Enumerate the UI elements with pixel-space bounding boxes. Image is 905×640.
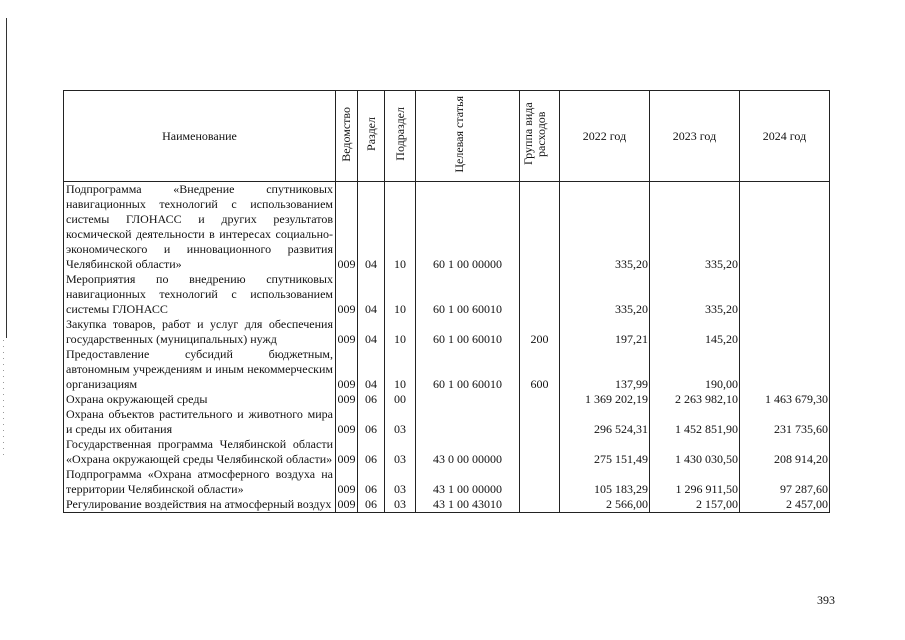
header-vedomstvo [336, 91, 358, 182]
cell-razdel: 06 [358, 392, 385, 407]
cell-celevaya: 43 0 00 00000 [416, 437, 520, 467]
header-name: Наименование [64, 91, 336, 182]
table-row [64, 407, 830, 437]
cell-name: Подпрограмма «Внедрение спутниковых навигационных технологий с использованием системы ГЛОНАСС и других результатов космической деятельности в интересах социально-экономического и инновационного развития Челябинской области» [64, 182, 336, 273]
cell-2023: 335,20 [650, 272, 740, 317]
cell-name: Предоставление субсидий бюджетным, автономным учреждениям и иным некоммерческим организациям [64, 347, 336, 392]
cell-2024 [740, 317, 830, 347]
cell-2023: 335,20 [650, 182, 740, 273]
cell-vedomstvo: 009 [336, 407, 358, 437]
cell-2024: 1 463 679,30 [740, 392, 830, 407]
cell-razdel: 06 [358, 467, 385, 497]
cell-2023: 1 452 851,90 [650, 407, 740, 437]
cell-2024: 208 914,20 [740, 437, 830, 467]
cell-2023: 1 430 030,50 [650, 437, 740, 467]
scan-edge-line [6, 18, 7, 338]
cell-podrazdel: 03 [385, 437, 416, 467]
table-row [64, 182, 830, 273]
cell-name: Подпрограмма «Охрана атмосферного воздуха на территории Челябинской области» [64, 467, 336, 497]
header-gruppa [520, 91, 560, 182]
cell-name: Охрана окружающей среды [64, 392, 336, 407]
cell-podrazdel: 03 [385, 497, 416, 513]
table-row [64, 272, 830, 317]
cell-2022: 197,21 [560, 317, 650, 347]
cell-podrazdel: 10 [385, 347, 416, 392]
cell-2024: 97 287,60 [740, 467, 830, 497]
cell-podrazdel: 10 [385, 182, 416, 273]
cell-2022: 137,99 [560, 347, 650, 392]
cell-razdel: 04 [358, 272, 385, 317]
cell-celevaya: 43 1 00 00000 [416, 467, 520, 497]
cell-2022: 335,20 [560, 182, 650, 273]
cell-gruppa [520, 497, 560, 513]
cell-celevaya: 60 1 00 60010 [416, 347, 520, 392]
cell-podrazdel: 10 [385, 272, 416, 317]
cell-razdel: 04 [358, 182, 385, 273]
cell-vedomstvo: 009 [337, 497, 356, 511]
cell-gruppa [520, 467, 560, 497]
header-razdel [358, 91, 385, 182]
cell-razdel: 06 [358, 407, 385, 437]
cell-celevaya [416, 392, 520, 407]
table-row [64, 347, 830, 392]
cell-razdel: 04 [358, 317, 385, 347]
cell-2022: 105 183,29 [560, 467, 650, 497]
header-2024: 2024 год [740, 91, 830, 182]
header-podrazdel-label: Подраздел [392, 107, 407, 161]
header-vedomstvo-label: Ведомство [339, 106, 353, 162]
cell-2024: 231 735,60 [740, 407, 830, 437]
cell-celevaya: 60 1 00 60010 [416, 272, 520, 317]
cell-2024 [740, 347, 830, 392]
cell-gruppa [520, 392, 560, 407]
cell-podrazdel: 00 [385, 392, 416, 407]
cell-name: Регулирование воздействия на атмосферный воздух [64, 497, 336, 513]
header-celevaya-label: Целевая статья [451, 95, 466, 173]
cell-2023: 1 296 911,50 [650, 467, 740, 497]
cell-2023: 145,20 [650, 317, 740, 347]
cell-2023: 190,00 [650, 347, 740, 392]
cell-vedomstvo: 009 [336, 347, 358, 392]
cell-celevaya: 60 1 00 00000 [416, 182, 520, 273]
table-row [64, 497, 830, 513]
cell-name: Мероприятия по внедрению спутниковых навигационных технологий с использованием системы ГЛОНАСС [64, 272, 336, 317]
cell-razdel: 06 [358, 497, 385, 513]
cell-podrazdel: 10 [385, 317, 416, 347]
cell-2024 [740, 272, 830, 317]
cell-2022: 275 151,49 [560, 437, 650, 467]
table-body [64, 182, 830, 513]
table-row [64, 392, 830, 407]
cell-name: Закупка товаров, работ и услуг для обеспечения государственных (муниципальных) нужд [64, 317, 336, 347]
page-number: 393 [817, 593, 835, 607]
cell-vedomstvo: 009 [336, 182, 358, 273]
cell-celevaya [416, 407, 520, 437]
table-row [64, 437, 830, 467]
header-razdel-label: Раздел [363, 117, 378, 151]
cell-gruppa [520, 182, 560, 273]
cell-vedomstvo: 009 [336, 272, 358, 317]
table-row [64, 467, 830, 497]
header-2022: 2022 год [560, 91, 650, 182]
cell-2022: 2 566,00 [560, 497, 650, 513]
cell-celevaya: 43 1 00 43010 [416, 497, 520, 513]
scan-edge-dots [3, 340, 4, 460]
cell-2024: 2 457,00 [740, 497, 830, 513]
cell-2022: 335,20 [560, 272, 650, 317]
table-row [64, 317, 830, 347]
cell-vedomstvo: 009 [337, 392, 356, 406]
cell-podrazdel: 03 [385, 407, 416, 437]
cell-2022: 1 369 202,19 [560, 392, 650, 407]
cell-razdel: 04 [358, 347, 385, 392]
cell-podrazdel: 03 [385, 467, 416, 497]
cell-name: Охрана объектов растительного и животного мира и среды их обитания [64, 407, 336, 437]
table-header-row [64, 91, 830, 182]
cell-vedomstvo: 009 [336, 467, 358, 497]
cell-razdel: 06 [358, 437, 385, 467]
cell-2023: 2 263 982,10 [650, 392, 740, 407]
cell-2024 [740, 182, 830, 273]
cell-gruppa [520, 407, 560, 437]
cell-celevaya: 60 1 00 60010 [416, 317, 520, 347]
cell-gruppa [520, 437, 560, 467]
header-gruppa-label: Группа вида расходов [520, 102, 548, 166]
cell-2022: 296 524,31 [560, 407, 650, 437]
cell-gruppa [520, 272, 560, 317]
cell-gruppa: 600 [520, 347, 560, 392]
cell-name: Государственная программа Челябинской области «Охрана окружающей среды Челябинской области» [64, 437, 336, 467]
header-podrazdel [385, 91, 416, 182]
cell-gruppa: 200 [520, 317, 560, 347]
cell-2023: 2 157,00 [650, 497, 740, 513]
header-2023: 2023 год [650, 91, 740, 182]
budget-table [63, 90, 830, 513]
header-celevaya [416, 91, 520, 182]
cell-vedomstvo: 009 [336, 317, 358, 347]
cell-vedomstvo: 009 [336, 437, 358, 467]
